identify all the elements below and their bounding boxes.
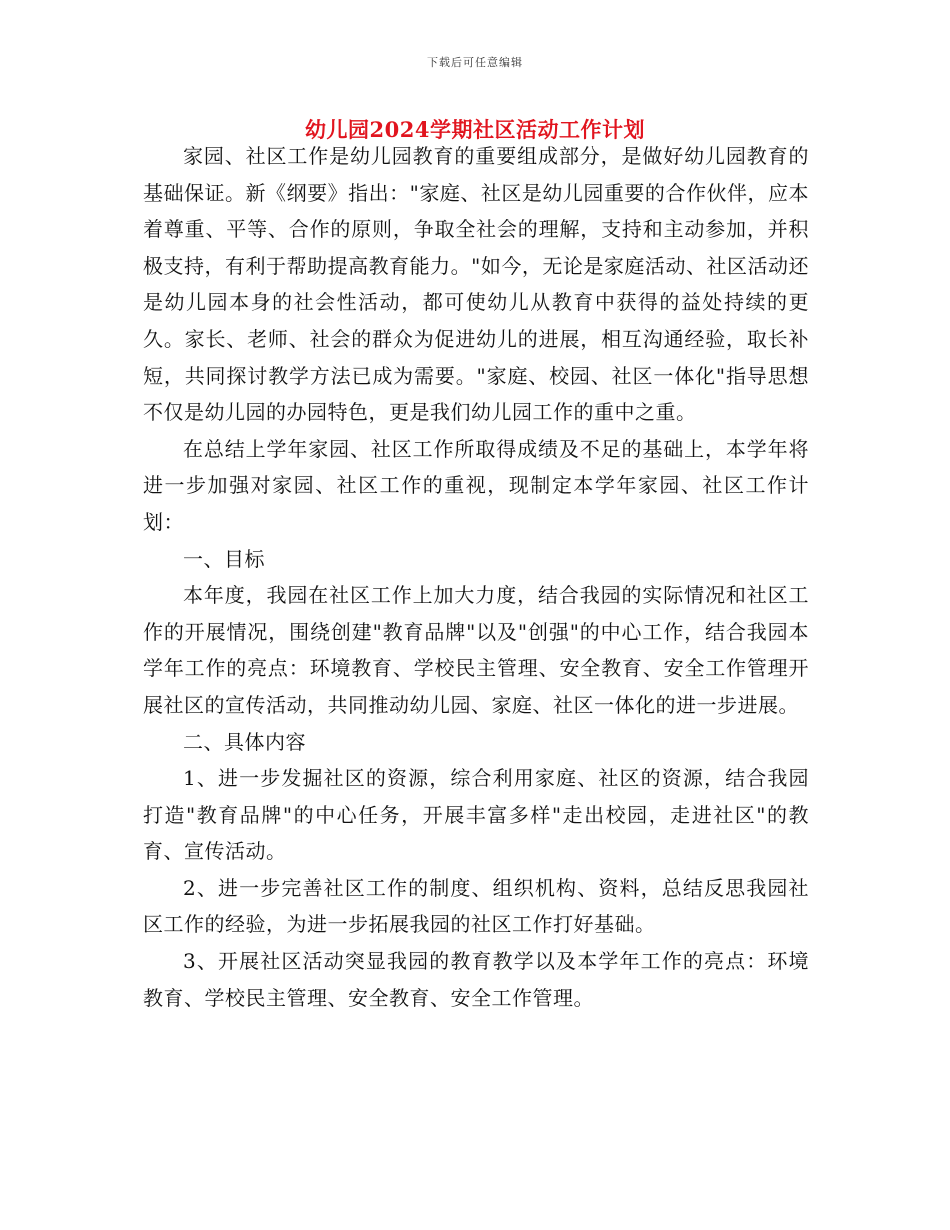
section-heading-content: 二、具体内容 — [183, 729, 306, 754]
paragraph-summary: 在总结上学年家园、社区工作所取得成绩及不足的基础上，本学年将进一步加强对家园、社区工作的重视，现制定本学年家园、社区工作计划： — [143, 436, 809, 534]
paragraph-intro: 家园、社区工作是幼儿园教育的重要组成部分，是做好幼儿园教育的基础保证。新《纲要》指出："家庭、社区是幼儿园重要的合作伙伴，应本着尊重、平等、合作的原则，争取全社会的理解，支持和主动参加，并积极支持，有利于帮助提高教育能力。"如今，无论是家庭活动、社区活动还是幼儿园本身的社会性活动，都可使幼儿从教育中获得的益处持续的更久。家长、老师、社会的群众为促进幼儿的进展，相互沟通经验，取长补短，共同探讨教学方法已成为需要。"家庭、校园、社区一体化"指导思想不仅是幼儿园的办园特色，更是我们幼儿园工作的重中之重。 — [143, 144, 809, 425]
list-item-3: 3、开展社区活动突显我园的教育教学以及本学年工作的亮点：环境教育、学校民主管理、安全教育、安全工作管理。 — [143, 949, 809, 1010]
document-body — [143, 138, 809, 1016]
paragraph-goals: 本年度，我园在社区工作上加大力度，结合我园的实际情况和社区工作的开展情况，围绕创建"教育品牌"以及"创强"的中心工作，结合我园本学年工作的亮点：环境教育、学校民主管理、安全教育、安全工作管理开展社区的宣传活动，共同推动幼儿园、家庭、社区一体化的进一步进展。 — [143, 583, 809, 717]
list-item-2: 2、进一步完善社区工作的制度、组织机构、资料，总结反思我园社区工作的经验，为进一步拓展我园的社区工作打好基础。 — [143, 875, 809, 937]
document-title: 幼儿园2024学期社区活动工作计划 — [305, 117, 645, 142]
page-header-note: 下载后可任意编辑 — [427, 56, 523, 69]
section-heading-goals: 一、目标 — [183, 546, 265, 571]
list-item-1: 1、进一步发掘社区的资源，综合利用家庭、社区的资源，结合我园打造"教育品牌"的中心任务，开展丰富多样"走出校园，走进社区"的教育、宣传活动。 — [143, 766, 809, 864]
